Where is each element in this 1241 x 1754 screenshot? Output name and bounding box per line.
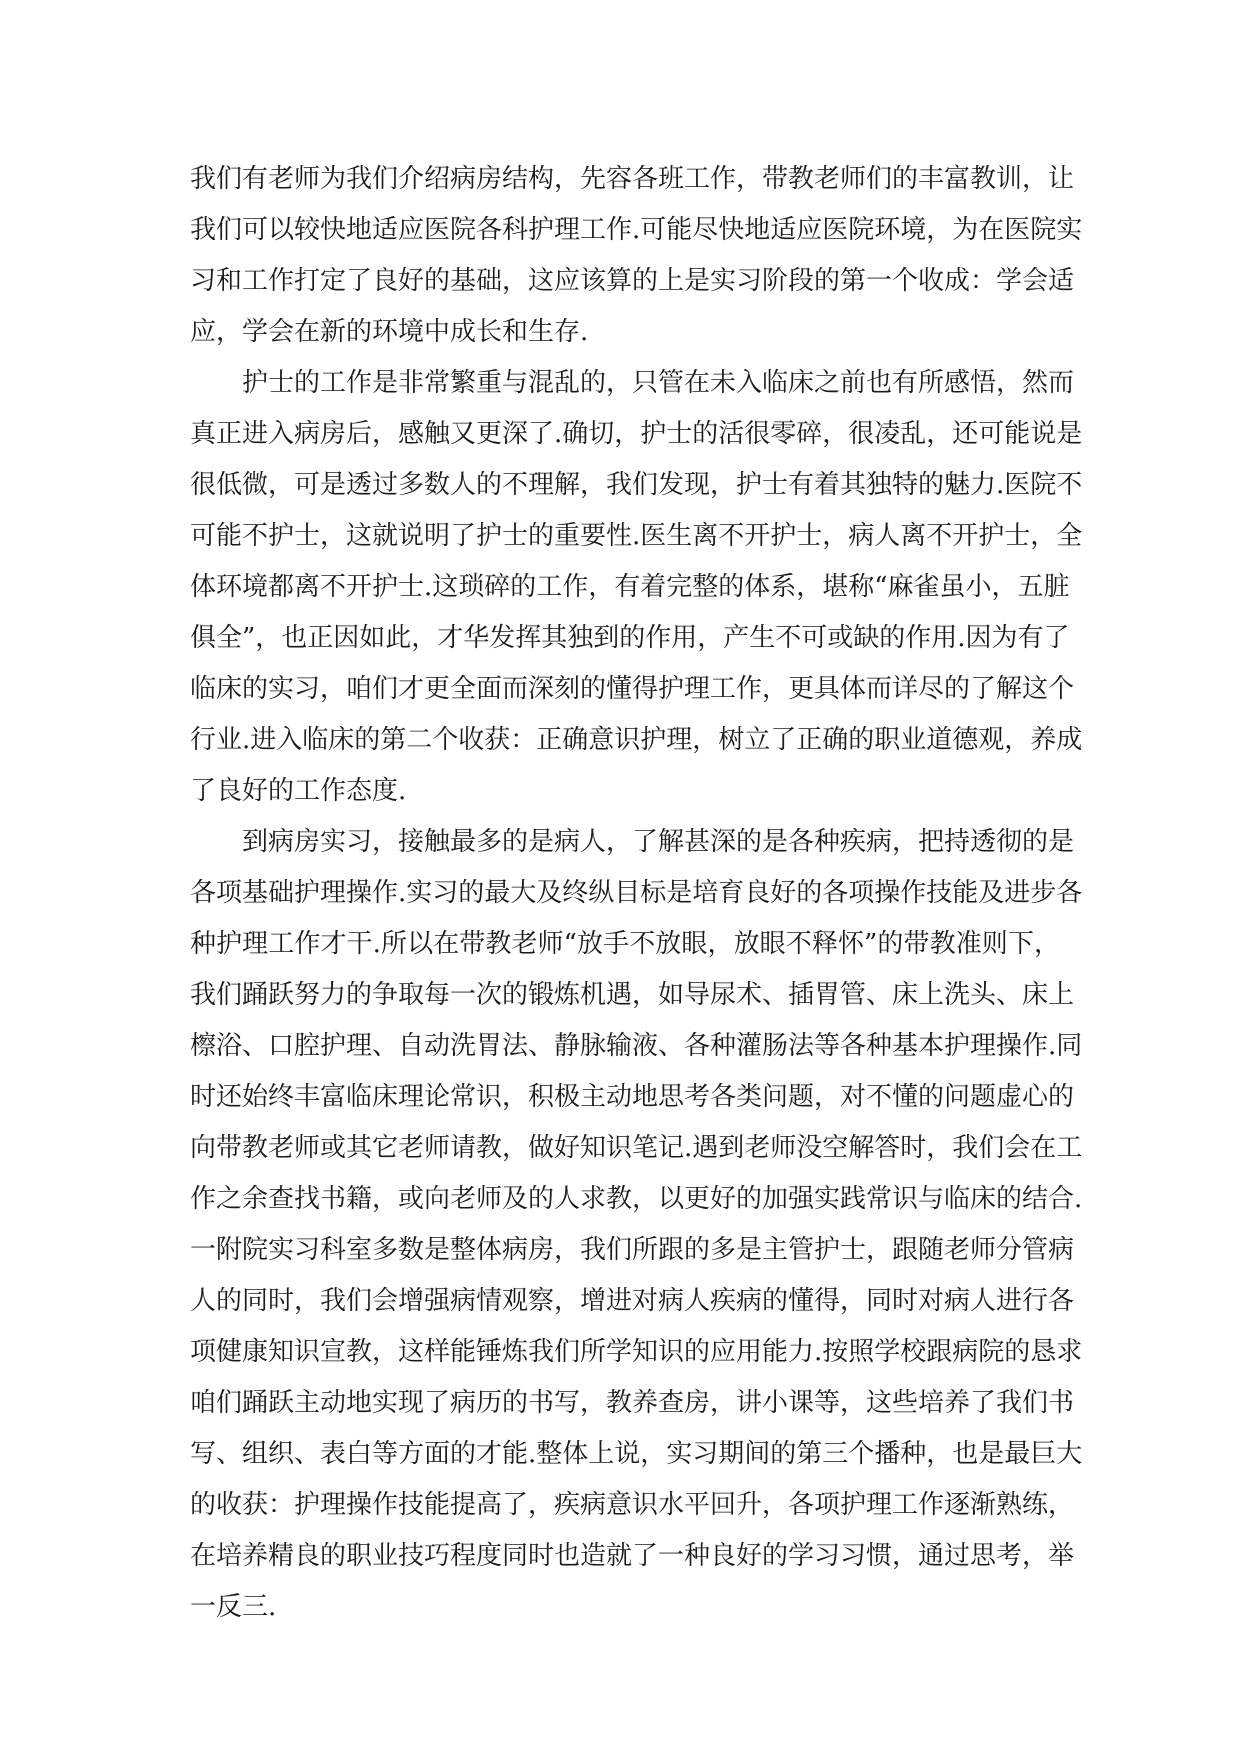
text-line: 人的同时，我们会增强病情观察，增进对病人疾病的懂得，同时对病人进行各 bbox=[190, 1286, 1075, 1316]
text-line: 在培养精良的职业技巧程度同时也造就了一种良好的学习习惯，通过思考，举 bbox=[190, 1541, 1075, 1571]
text-line: 体环境都离不开护士.这琐碎的工作，有着完整的体系，堪称“麻雀虽小，五脏 bbox=[190, 572, 1070, 602]
text-line: 俱全”，也正因如此，才华发挥其独到的作用，产生不可或缺的作用.因为有了 bbox=[190, 623, 1070, 653]
text-line: 可能不护士，这就说明了护士的重要性.医生离不开护士，病人离不开护士，全 bbox=[190, 521, 1083, 551]
body-text bbox=[190, 154, 1083, 1633]
text-line: 行业.进入临床的第二个收获：正确意识护理，树立了正确的职业道德观，养成 bbox=[190, 725, 1083, 755]
text-line: 种护理工作才干.所以在带教老师“放手不放眼，放眼不释怀”的带教准则下， bbox=[190, 929, 1060, 959]
text-line: 向带教老师或其它老师请教，做好知识笔记.遇到老师没空解答时，我们会在工 bbox=[190, 1133, 1083, 1163]
text-line: 的收获：护理操作技能提高了，疾病意识水平回升，各项护理工作逐渐熟练， bbox=[190, 1490, 1075, 1520]
text-line: 各项基础护理操作.实习的最大及终纵目标是培育良好的各项操作技能及进步各 bbox=[190, 878, 1083, 908]
text-line: 护士的工作是非常繁重与混乱的，只管在未入临床之前也有所感悟，然而 bbox=[242, 368, 1075, 398]
text-line: 项健康知识宣教，这样能锤炼我们所学知识的应用能力.按照学校跟病院的恳求 bbox=[190, 1337, 1083, 1367]
text-line: 一反三. bbox=[190, 1592, 277, 1622]
text-line: 到病房实习，接触最多的是病人，了解甚深的是各种疾病，把持透彻的是 bbox=[242, 827, 1075, 857]
text-line: 真正进入病房后，感触又更深了.确切，护士的活很零碎，很凌乱，还可能说是 bbox=[190, 419, 1083, 449]
text-line: 时还始终丰富临床理论常识，积极主动地思考各类问题，对不懂的问题虚心的 bbox=[190, 1082, 1075, 1112]
text-line: 写、组织、表白等方面的才能.整体上说，实习期间的第三个播种，也是最巨大 bbox=[190, 1439, 1083, 1469]
text-line: 咱们踊跃主动地实现了病历的书写，教养查房，讲小课等，这些培养了我们书 bbox=[190, 1388, 1075, 1418]
text-line: 了良好的工作态度. bbox=[190, 776, 407, 806]
text-line: 檫浴、口腔护理、自动洗胃法、静脉输液、各种灌肠法等各种基本护理操作.同 bbox=[190, 1031, 1083, 1061]
text-line: 我们可以较快地适应医院各科护理工作.可能尽快地适应医院环境，为在医院实 bbox=[190, 215, 1083, 245]
text-line: 作之余查找书籍，或向老师及的人求教，以更好的加强实践常识与临床的结合. bbox=[190, 1184, 1083, 1214]
text-line: 我们踊跃努力的争取每一次的锻炼机遇，如导尿术、插胃管、床上洗头、床上 bbox=[190, 980, 1075, 1010]
paragraph bbox=[190, 358, 1083, 817]
paragraph bbox=[190, 154, 1083, 358]
text-line: 习和工作打定了良好的基础，这应该算的上是实习阶段的第一个收成：学会适 bbox=[190, 266, 1075, 296]
text-line: 我们有老师为我们介绍病房结构，先容各班工作，带教老师们的丰富教训，让 bbox=[190, 164, 1075, 194]
text-line: 很低微，可是透过多数人的不理解，我们发现，护士有着其独特的魅力.医院不 bbox=[190, 470, 1083, 500]
text-line: 一附院实习科室多数是整体病房，我们所跟的多是主管护士，跟随老师分管病 bbox=[190, 1235, 1075, 1265]
text-line: 应，学会在新的环境中成长和生存. bbox=[190, 317, 589, 347]
text-line: 临床的实习，咱们才更全面而深刻的懂得护理工作，更具体而详尽的了解这个 bbox=[190, 674, 1075, 704]
paragraph bbox=[190, 817, 1083, 1633]
